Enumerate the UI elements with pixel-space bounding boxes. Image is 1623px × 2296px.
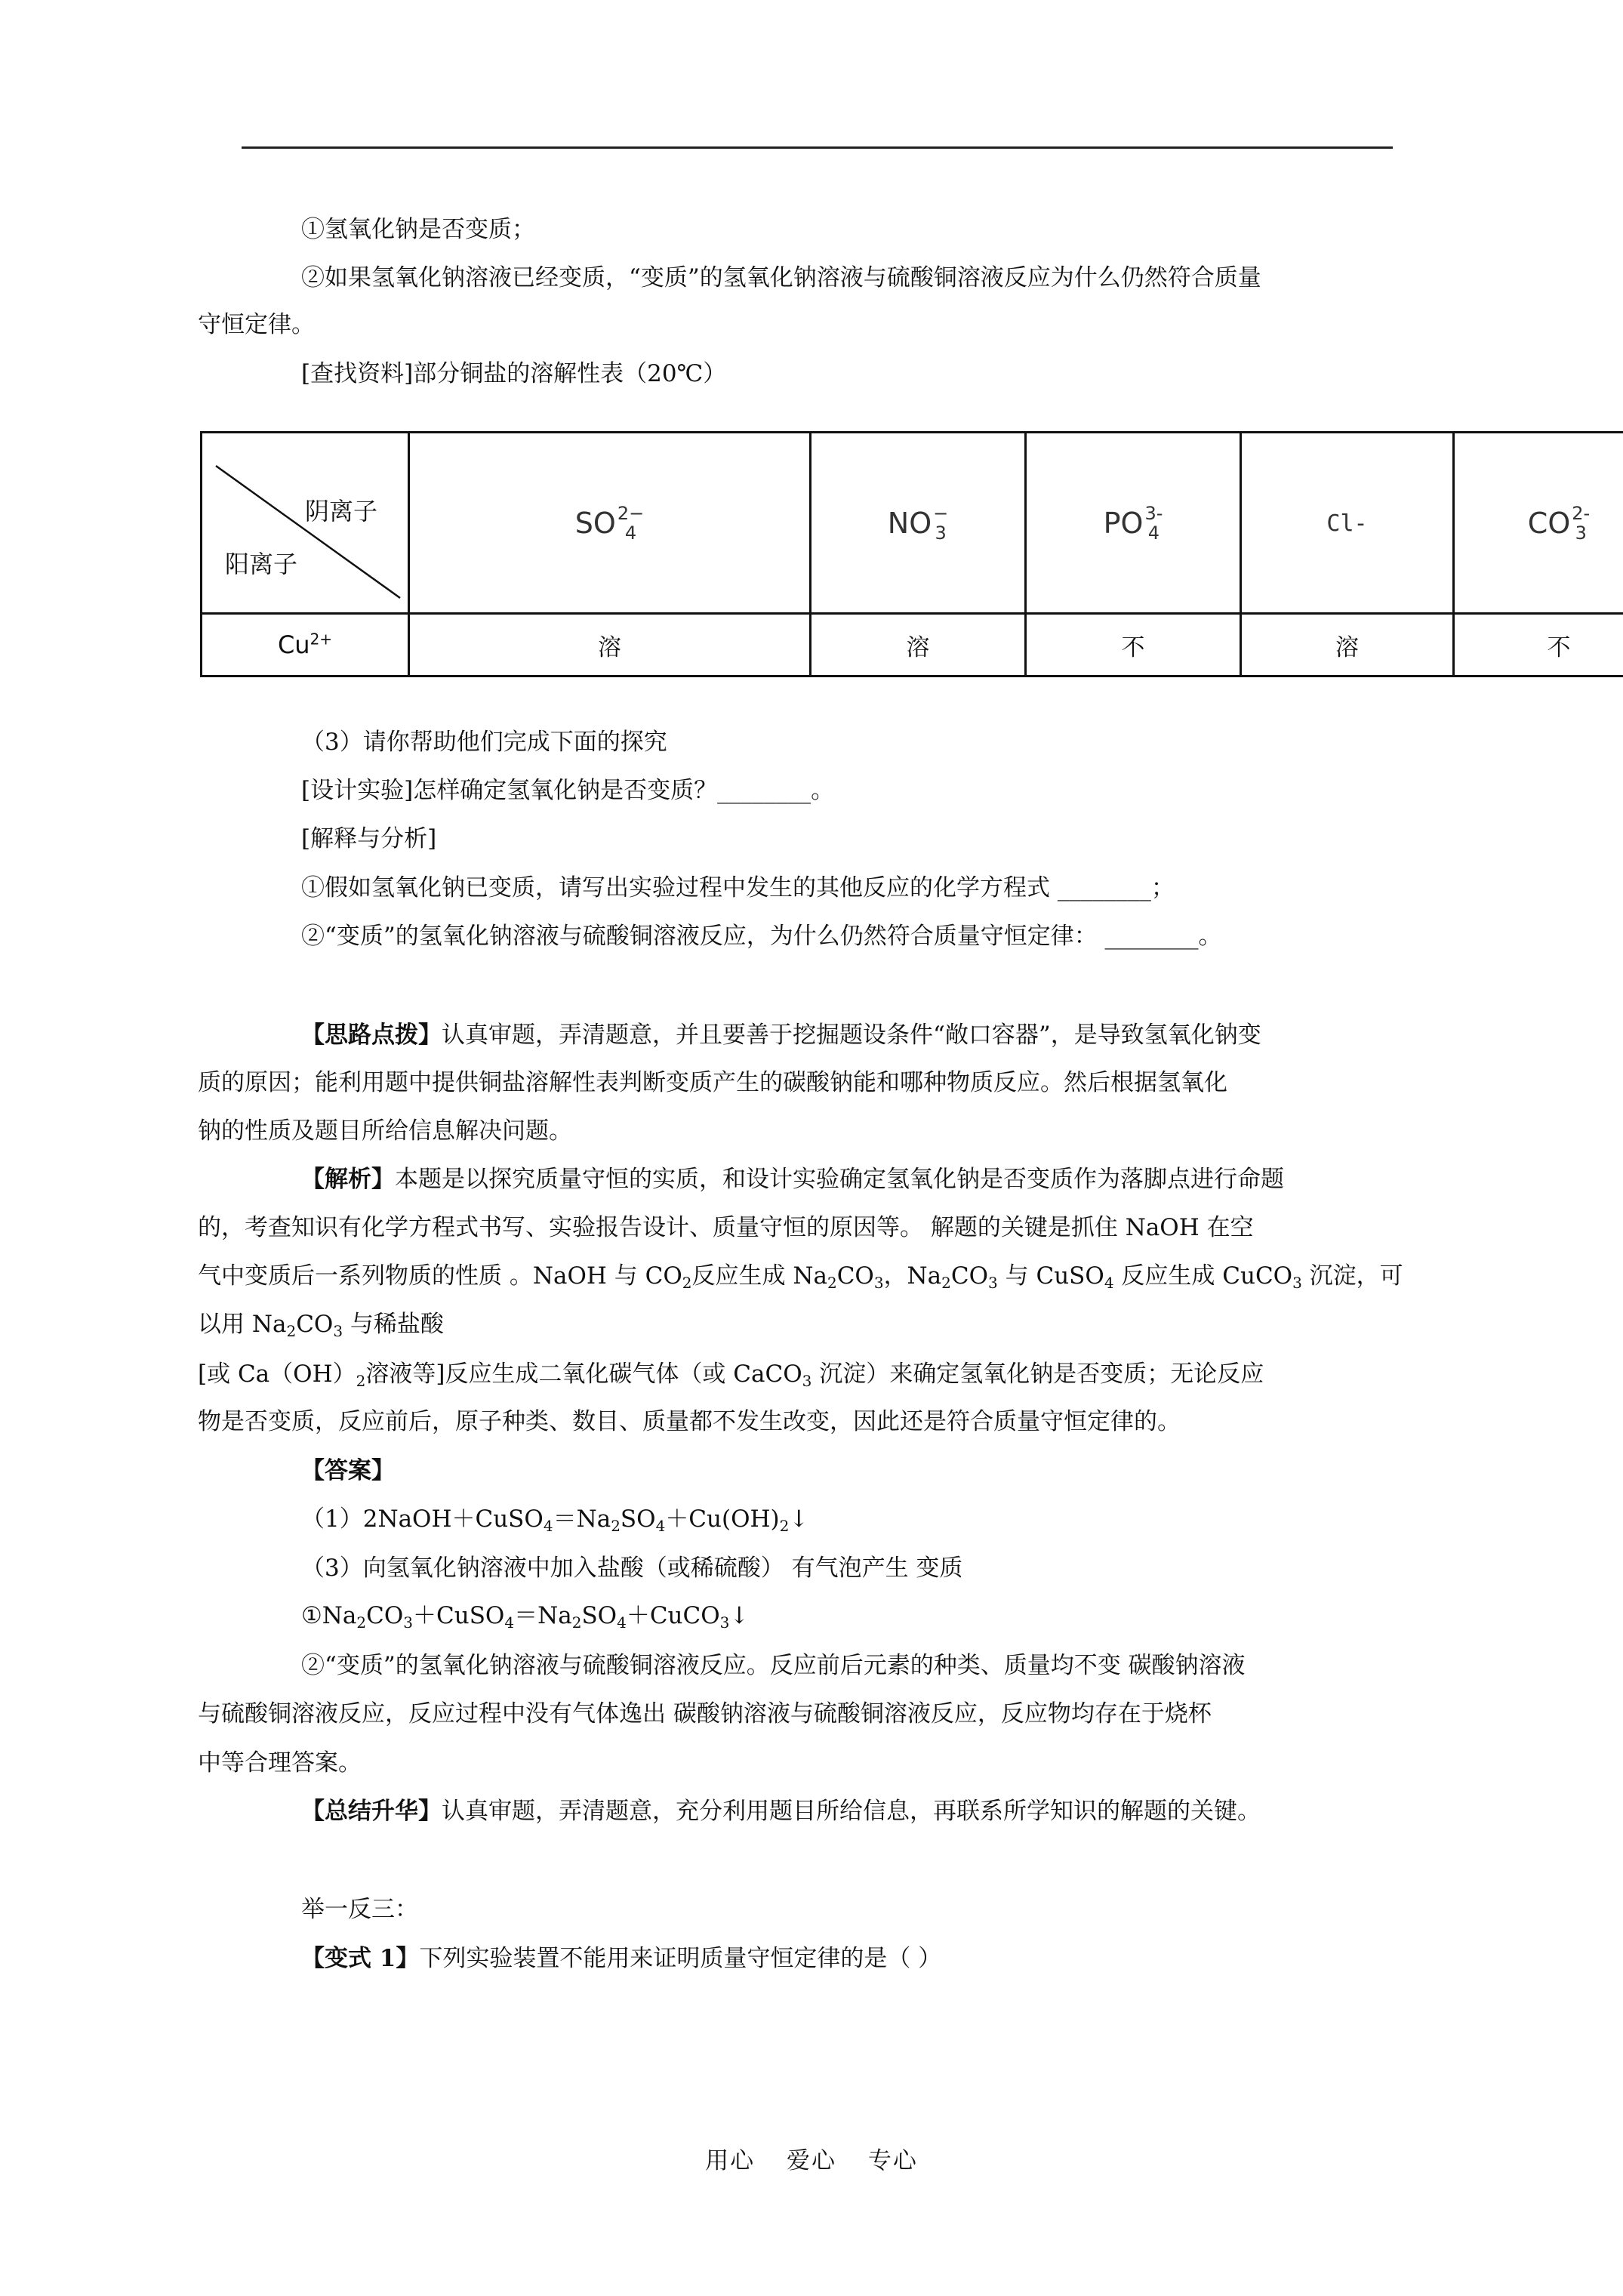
explain-item-2: ②“变质”的氢氧化钠溶液与硫酸铜溶液反应，为什么仍然符合质量守恒定律： ________。 (301, 923, 1222, 950)
hint-line-2: 质的原因；能利用题中提供铜盐溶解性表判断变质产生的碳酸钠能和哪种物质反应。然后根据氢氧化 (198, 1069, 1227, 1096)
solubility-cell: 溶 (811, 614, 1026, 676)
variant-1-line: 【变式 1】下列实验装置不能用来证明质量守恒定律的是（ ） (301, 1945, 942, 1972)
analysis-line-1: 【解析】本题是以探究质量守恒的实质，和设计实验确定氢氧化钠是否变质作为落脚点进行命题 (301, 1166, 1284, 1193)
answer-reaction-2-line-1: ②“变质”的氢氧化钠溶液与硫酸铜溶液反应。反应前后元素的种类、质量均不变 碳酸钠溶液 (301, 1652, 1246, 1679)
analysis-line-2: 的，考查知识有化学方程式书写、实验报告设计、质量守恒的原因等。 解题的关键是抓住 NaOH 在空 (198, 1214, 1254, 1241)
solubility-table (200, 431, 1623, 677)
hint-label: 【思路点拨】 (301, 1022, 442, 1049)
corner-cell (202, 433, 409, 614)
question-line-2: ②如果氢氧化钠溶液已经变质，“变质”的氢氧化钠溶液与硫酸铜溶液反应为什么仍然符合质量 (301, 264, 1261, 291)
answer-label: 【答案】 (301, 1457, 395, 1484)
analysis-line-5: [或 $Ca(OH)_2$溶液等]反应生成二氧化碳气体（或 CaCO$_3$ 沉淀）来确定氢氧化钠是否变质；无论反应 (198, 1361, 1264, 1390)
explain-item-1: ①假如氢氧化钠已变质，请写出实验过程中发生的其他反应的化学方程式 ________； (301, 874, 1175, 901)
question-line-3: 守恒定律。 (198, 311, 315, 338)
hint-line-3: 钠的性质及题目所给信息解决问题。 (198, 1117, 572, 1145)
anion-nitrate: NO − 3 (811, 433, 1026, 614)
answer-1: $(1)2NaOH+CuSO_4=Na_2SO_4+Cu(OH)_2↓$ (301, 1505, 809, 1535)
extend-title: 举一反三： (301, 1896, 418, 1923)
anion-carbonate: CO 2- 3 (1454, 433, 1623, 614)
summary-line: 【总结升华】认真审题，弄清题意，充分利用题目所给信息，再联系所学知识的解题的关键。 (301, 1798, 1261, 1825)
page-footer: 用心 爱心 专心 (705, 2147, 918, 2174)
question-line-4: [查找资料]部分铜盐的溶解性表（20℃） (301, 360, 727, 387)
question-line-1: ①氢氧化钠是否变质； (301, 216, 535, 243)
solubility-cell: 溶 (409, 614, 811, 676)
header-rule (242, 146, 1393, 149)
design-experiment: [设计实验]怎样确定氢氧化钠是否变质？________。 (301, 777, 835, 804)
answer-reaction-2-line-2: 与硫酸铜溶液反应，反应过程中没有气体逸出 碳酸钠溶液与硫酸铜溶液反应，反应物均存在于烧杯 (198, 1700, 1212, 1727)
analysis-line-4: 以用 $Na_2CO_3$ 与稀盐酸 (198, 1311, 444, 1340)
anion-sulfate: SO 2− 4 (409, 433, 811, 614)
explain-heading: [解释与分析] (301, 825, 437, 852)
anion-header: 阴离子 (304, 496, 377, 525)
anion-chloride: Cl- (1241, 433, 1454, 614)
analysis-label: 【解析】 (301, 1166, 395, 1193)
part3-title: （3）请你帮助他们完成下面的探究 (301, 729, 667, 756)
cation-header: 阳离子 (225, 549, 298, 578)
hint-line-1: 【思路点拨】认真审题，弄清题意，并且要善于挖掘题设条件“敞口容器”，是导致氢氧化钠变 (301, 1022, 1261, 1049)
solubility-cell: 溶 (1241, 614, 1454, 676)
answer-reaction-1: $①Na_2CO_3+CuSO_4=Na_2SO_4+CuCO_3↓$ (301, 1602, 750, 1632)
answer-3: （3）向氢氧化钠溶液中加入盐酸（或稀硫酸） 有气泡产生 变质 (301, 1555, 963, 1582)
answer-reaction-2-line-3: 中等合理答案。 (198, 1749, 362, 1777)
analysis-line-6: 物是否变质，反应前后，原子种类、数目、质量都不发生改变，因此还是符合质量守恒定律的。 (198, 1408, 1181, 1435)
analysis-line-3: 气中变质后一系列物质的性质 。NaOH 与 $CO_2$反应生成 $Na_2CO_3$，$Na_2CO_3$ 与 CuSO$_4$ 反应生成 CuCO$_3$ 沉淀，可 (198, 1262, 1403, 1292)
anion-phosphate: PO 3- 4 (1026, 433, 1241, 614)
summary-label: 【总结升华】 (301, 1798, 442, 1825)
variant-1-label: 【变式 1】 (301, 1945, 420, 1972)
solubility-cell: 不 (1454, 614, 1623, 676)
solubility-cell: 不 (1026, 614, 1241, 676)
cation-copper: $Cu^{2+}$ (202, 614, 409, 676)
